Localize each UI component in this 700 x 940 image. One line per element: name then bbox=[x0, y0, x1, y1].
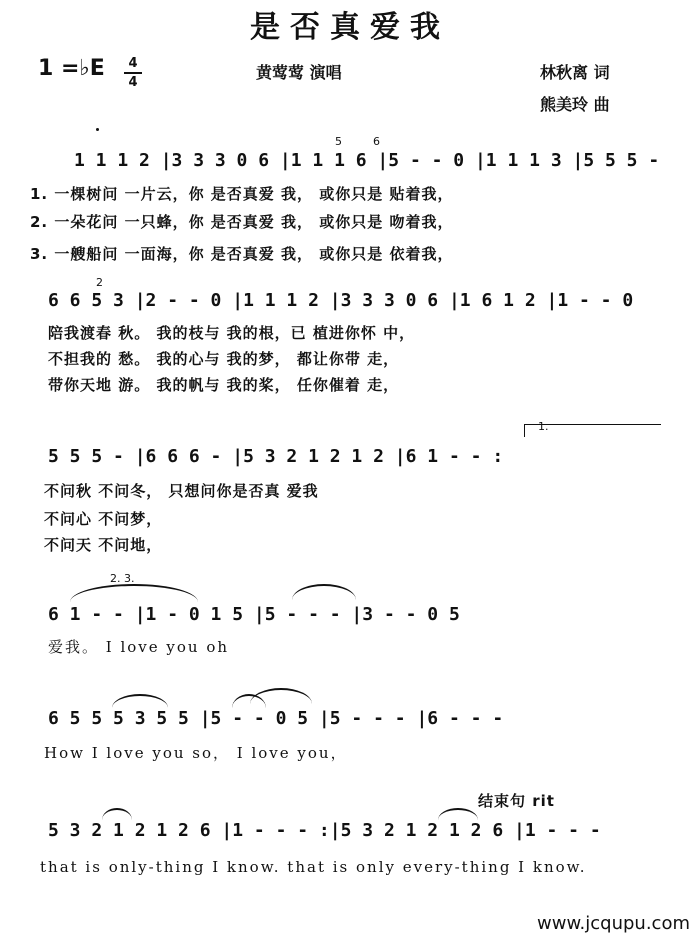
system-3-lyric-verse-3: 不问天 不问地， bbox=[44, 536, 163, 554]
system-6-notes: 5 3 2 1 2 1 2 6 |1 - - - :|5 3 2 1 2 1 2 6 |1 - - - bbox=[48, 820, 601, 841]
grace-note-6: 6 bbox=[373, 135, 380, 148]
volta-23-label: 2. 3. bbox=[110, 572, 135, 585]
meter-top: 4 bbox=[128, 56, 138, 71]
watermark: www.jcqupu.com bbox=[537, 913, 690, 934]
system-3-notes: 5 5 5 - |6 6 6 - |5 3 2 1 2 1 2 |6 1 - - : bbox=[48, 446, 504, 467]
system-3-lyric-verse-2: 不问心 不问梦， bbox=[44, 510, 163, 528]
system-2-notes: 6 6 5 3 |2 - - 0 |1 1 1 2 |3 3 3 0 6 |1 6 1 2 |1 - - 0 bbox=[48, 290, 634, 311]
grace-note-2: 2 bbox=[96, 276, 103, 289]
system-5-notes: 6 5 5 5 3 5 5 |5 - - 0 5 |5 - - - |6 - - - bbox=[48, 708, 504, 729]
system-4-lyric: 爱我。 I love you oh bbox=[48, 638, 230, 656]
system-2-lyric-verse-3: 带你天地 游。 我的帆与 我的桨， 任你催着 走， bbox=[48, 376, 400, 394]
song-title: 是否真爱我 bbox=[250, 10, 450, 45]
octave-dot bbox=[96, 128, 99, 131]
system-1-notes: 1 1 1 2 |3 3 3 0 6 |1 1 1 6 |5 - - 0 |1 1 1 3 |5 5 5 - bbox=[74, 150, 660, 171]
system-2-lyric-verse-1: 陪我渡春 秋。 我的枝与 我的根，已 植进你怀 中， bbox=[48, 324, 416, 342]
system-1-lyric-verse-3: 3. 一艘船问 一面海，你 是否真爱 我， 或你只是 依着我， bbox=[30, 245, 454, 263]
system-1-lyric-verse-2: 2. 一朵花问 一只蜂，你 是否真爱 我， 或你只是 吻着我， bbox=[30, 213, 454, 231]
system-1-lyric-verse-1: 1. 一棵树问 一片云，你 是否真爱 我， 或你只是 贴着我， bbox=[30, 185, 454, 203]
meter-bar bbox=[124, 72, 142, 74]
ending-rit-mark: 结束句 rit bbox=[478, 792, 555, 810]
lyricist-credit: 林秋离 词 bbox=[540, 63, 610, 82]
singer-credit: 黄莺莺 演唱 bbox=[256, 63, 342, 82]
time-signature bbox=[124, 56, 142, 90]
system-6-lyric: that is only-thing I know. that is only every-thing I know. bbox=[40, 858, 587, 876]
tie-curve-a bbox=[70, 584, 198, 602]
composer-credit: 熊美玲 曲 bbox=[540, 95, 610, 114]
tie-curve-b bbox=[292, 584, 356, 600]
system-2-lyric-verse-2: 不担我的 愁。 我的心与 我的梦， 都让你带 走， bbox=[48, 350, 400, 368]
system-3-lyric-verse-1: 不问秋 不问冬， 只想问你是否真 爱我 bbox=[44, 482, 319, 500]
slur-4 bbox=[102, 808, 132, 820]
volta-1-label: 1. bbox=[538, 420, 549, 433]
grace-note-5: 5 bbox=[335, 135, 342, 148]
key-signature: 1 =♭E bbox=[38, 56, 105, 81]
meter-bottom: 4 bbox=[128, 75, 138, 90]
system-4-notes: 6 1 - - |1 - 0 1 5 |5 - - - |3 - - 0 5 bbox=[48, 604, 460, 625]
slur-3 bbox=[250, 688, 312, 704]
slur-1 bbox=[112, 694, 168, 708]
system-5-lyric: How I love you so， I love you， bbox=[44, 744, 348, 762]
slur-5 bbox=[438, 808, 478, 820]
